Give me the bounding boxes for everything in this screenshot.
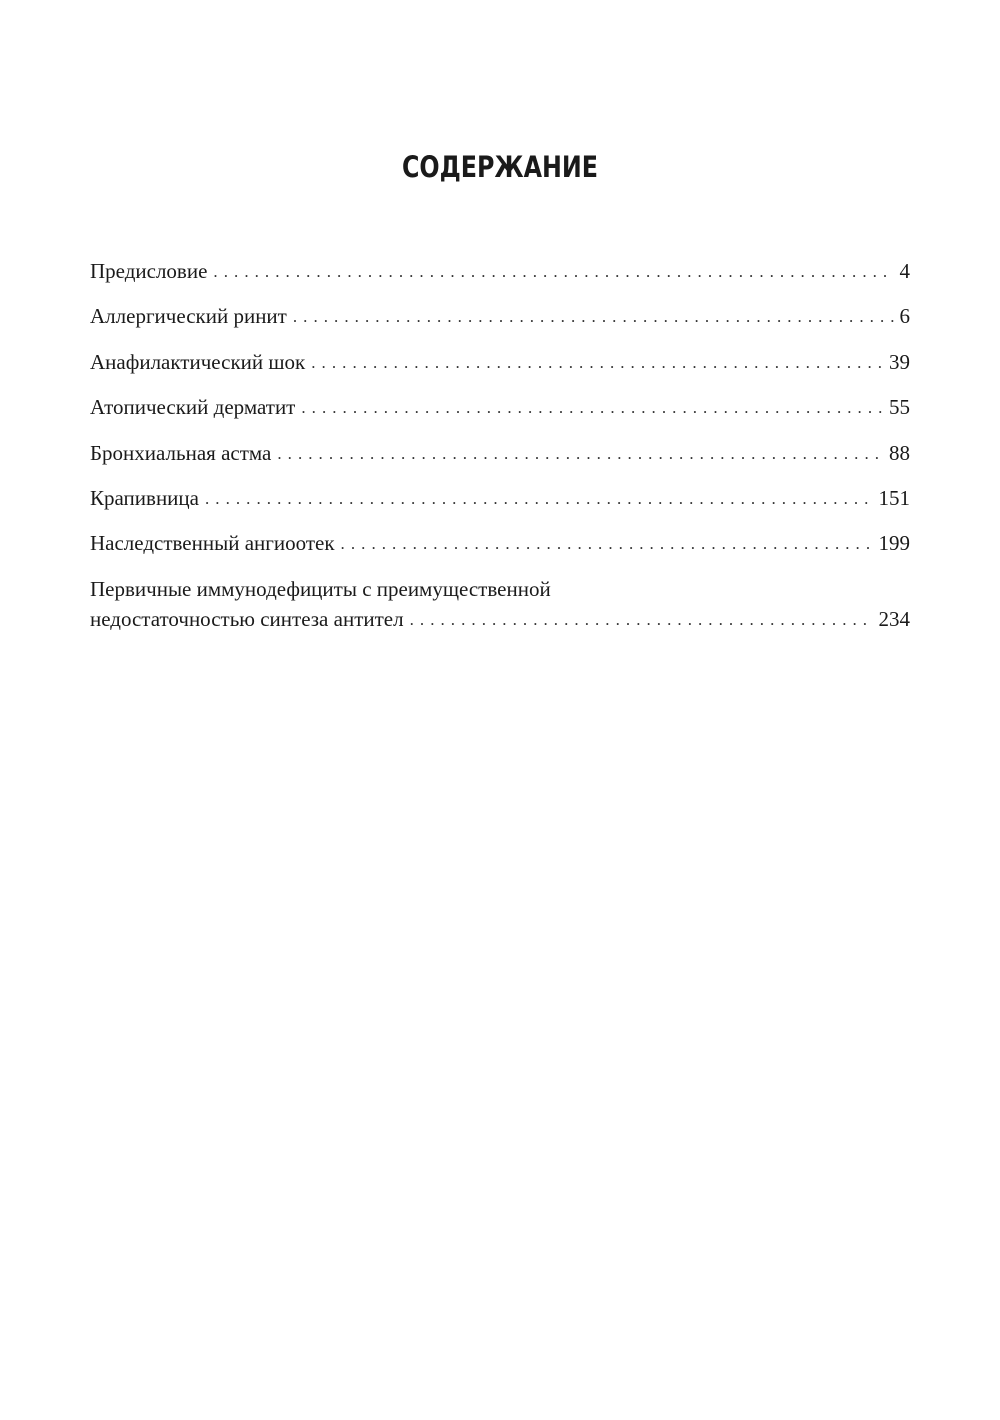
toc-entry-page-number: 55 xyxy=(889,395,910,420)
toc-entry-anaphylactic-shock[interactable] xyxy=(90,347,910,379)
toc-entry-atopic-dermatitis[interactable] xyxy=(90,392,910,424)
toc-entry-label: Крапивница xyxy=(90,485,199,510)
dot-leader xyxy=(213,257,893,287)
toc-entry-label-line2: недостаточностью синтеза антител xyxy=(90,606,404,631)
toc-entry-page-number: 88 xyxy=(889,440,910,465)
toc-entry-page-number: 4 xyxy=(899,259,910,283)
toc-entry-label: Аллергический ринит xyxy=(90,304,287,329)
toc-entry-label: Бронхиальная астма xyxy=(90,440,272,465)
dot-leader xyxy=(311,348,883,378)
toc-entry-urticaria[interactable] xyxy=(90,483,910,515)
toc-entry-label-line1: Первичные иммунодефициты с преимущественной xyxy=(90,576,551,601)
dot-leader xyxy=(205,484,873,514)
toc-entry-page-number: 199 xyxy=(878,531,910,556)
dot-leader xyxy=(410,605,873,635)
toc-entry-label: Наследственный ангиоотек xyxy=(90,531,335,556)
dot-leader xyxy=(277,439,883,469)
dot-leader xyxy=(301,393,883,423)
dot-leader xyxy=(293,302,894,332)
toc-entry-page-number: 39 xyxy=(889,349,910,374)
toc-entry-bronchial-asthma[interactable] xyxy=(90,438,910,470)
dot-leader xyxy=(341,529,873,559)
page-title: СОДЕРЖАНИЕ xyxy=(401,150,599,184)
toc-entry-label: Предисловие xyxy=(90,259,208,283)
toc-entry-page-number: 234 xyxy=(878,606,910,631)
toc-entry-page-number: 151 xyxy=(878,485,910,510)
table-of-contents xyxy=(90,256,910,648)
toc-entry-page-number: 6 xyxy=(899,304,910,329)
toc-entry-label: Атопический дерматит xyxy=(90,395,296,420)
toc-entry-allergic-rhinitis[interactable] xyxy=(90,301,910,333)
toc-entry-hereditary-angioedema[interactable] xyxy=(90,528,910,560)
toc-entry-primary-immunodeficiencies[interactable] xyxy=(90,574,910,636)
toc-entry-preface[interactable] xyxy=(90,256,910,288)
toc-entry-label: Анафилактический шок xyxy=(90,349,306,374)
